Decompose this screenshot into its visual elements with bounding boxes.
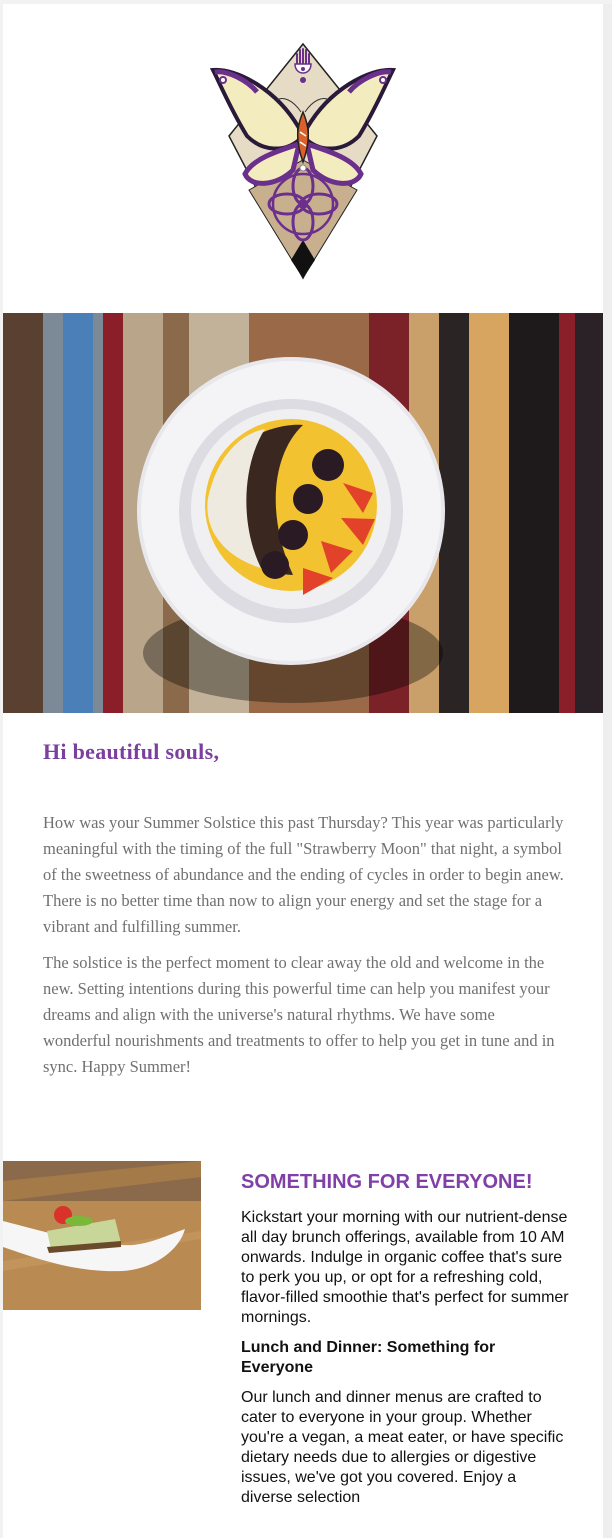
greeting-heading: Hi beautiful souls, — [43, 739, 220, 764]
intro-paragraph-2: The solstice is the perfect moment to clear away the old and welcome in the new. Setting intentions during this powerful time can help you manifest your dreams and align with the universe's natural rhythms. We have some wonderful nourishments and treatments to offer to help you get in tune and in sync. Happy Summer! — [43, 953, 555, 1076]
cheesecake-photo-icon — [3, 1161, 201, 1310]
feature-title: SOMETHING FOR EVERYONE! — [241, 1171, 533, 1193]
feature-paragraph-2: Our lunch and dinner menus are crafted to cater to everyone in your group. Whether you're a vegan, a meat eater, or have specific dietary needs due to allergies or digestive issues, we've got you covered. Enjoy a diverse selection — [241, 1389, 564, 1506]
email-body — [3, 4, 603, 1538]
logo-header — [3, 4, 603, 312]
intro-text — [43, 810, 565, 1090]
butterfly-logo-icon[interactable] — [207, 40, 399, 280]
intro-paragraph-1: How was your Summer Solstice this past Thursday? This year was particularly meaningful with the timing of the full "Strawberry Moon" that night, a symbol of the sweetness of abundance and the ending of cycles in order to begin anew. There is no better time than now to align your energy and set the stage for a vibrant and fulfilling summer. — [43, 813, 564, 936]
feature-section — [241, 1171, 571, 1518]
feature-paragraph-1: Kickstart your morning with our nutrient-dense all day brunch offerings, available from 10 AM onwards. Indulge in organic coffee that's sure to perk you up, or opt for a refreshing cold, flavor-filled smoothie that's perfect for summer mornings. — [241, 1209, 569, 1326]
cheesecake-image[interactable] — [3, 1161, 201, 1310]
scrollbar[interactable] — [603, 4, 612, 1538]
smoothie-bowl-photo-icon — [3, 313, 603, 713]
feature-subheading: Lunch and Dinner: Something for Everyone — [241, 1339, 496, 1376]
hero-image[interactable] — [3, 313, 603, 713]
